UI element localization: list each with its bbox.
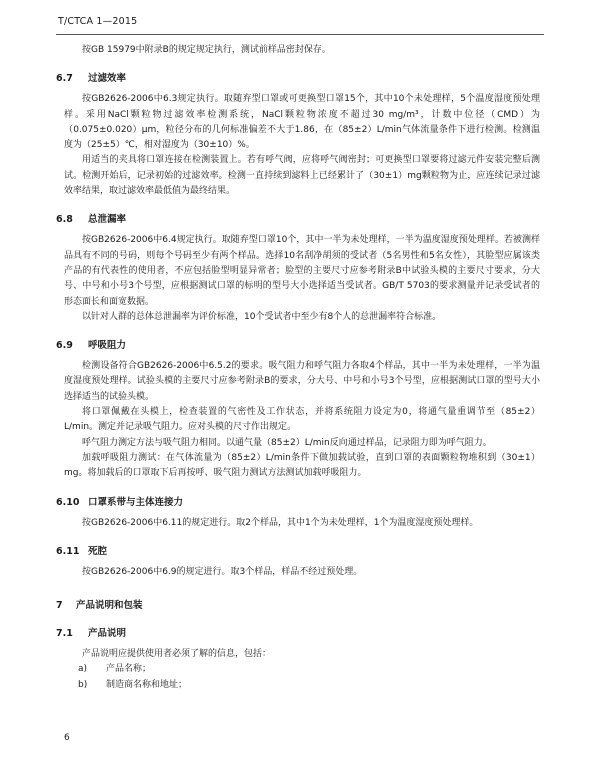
section-number: 6.7 [56, 73, 73, 85]
section-title: 总泄漏率 [88, 214, 127, 226]
chapter-number: 7 [56, 600, 63, 612]
section-number: 6.11 [56, 545, 80, 557]
paragraph: 按GB2626-2006中6.11的规定进行。取2个样品，其中1个为未处理样，1个为温度湿度预处理样。 [82, 517, 479, 528]
page-number: 6 [64, 733, 70, 743]
paragraph: 以针对人群的总体总泄漏率为评价标准，10个受试者中至少有8个人的总泄漏率符合标准。 [82, 311, 442, 322]
document-code: T/CTCA 1—2015 [58, 16, 138, 27]
list-item [78, 662, 540, 677]
section-heading [56, 495, 540, 510]
section-title: 死腔 [88, 545, 108, 557]
section-title: 口罩系带与主体连接力 [88, 496, 184, 508]
paragraph: 按GB2626-2006中6.9的规定进行。取3个样品，样品不经过预处理。 [82, 566, 363, 577]
list-marker: a) [78, 664, 88, 675]
chapter-heading [56, 598, 540, 613]
section-title: 过滤效率 [88, 73, 127, 85]
list-text: 产品名称； [106, 664, 152, 675]
chapter-title: 产品说明和包装 [76, 600, 143, 612]
section-heading [56, 71, 540, 86]
section-number: 7.1 [56, 628, 73, 640]
section-number: 6.8 [56, 214, 73, 226]
paragraph: 按GB 15979中附录B的规定规定执行，测试前样品密封保存。 [82, 45, 331, 55]
section-heading [56, 338, 540, 353]
paragraph: 呼气阻力测定方法与吸气阻力相同。以通气量（85±2）L/min反向通过样品，记录阻力即为呼气阻力。 [82, 437, 492, 448]
list-text: 制造商名称和地址； [106, 679, 188, 690]
list-item [78, 678, 540, 693]
section-heading [56, 626, 540, 641]
paragraph: 按GB2626-2006中6.4规定执行。取随弃型口罩10个，其中一半为未处理样，一半为温度湿度预处理样。若被测样品具有不同的号码，则每个号码至少有两个样品。选择10名刮净胡须的受试者（5名男性和5名女性），其脸型应属该类产品的有代表性的使用者，不应包括脸型明显异常者；脸型的主要尺寸应参考附录B中试验头模的主要尺寸要求，分大号、中号和小号3个号型，应根据测试口罩的标明的型号大小选择适当受试者。GB/T 5703的要求测量并记录受试者的形态面长和面宽数据。 [64, 235, 540, 307]
paragraph: 用适当的夹具将口罩连接在检测装置上。若有呼气阀，应将呼气阀密封；可更换型口罩要将过滤元件安装完整后测试。检测开始后，记录初始的过滤效率。检测一直持续到滤料上已经累计了（30±1）mg颗粒物为止，应连续记录过滤效率结果，取过滤效率最低值为最终结果。 [64, 155, 540, 197]
section-heading [56, 212, 540, 227]
header-rule [56, 34, 544, 35]
list-marker: b) [78, 679, 88, 690]
paragraph: 加载呼吸阻力测试：在气体流量为（85±2）L/min条件下做加载试验，直到口罩的表面颗粒物堆积到（30±1）mg。将加载后的口罩取下后再按呼、吸气阻力测试方法测试加载呼吸阻力。 [64, 452, 540, 479]
section-title: 产品说明 [88, 628, 127, 640]
paragraph: 产品说明应提供使用者必须了解的信息，包括： [82, 649, 272, 660]
section-number: 6.10 [56, 496, 80, 508]
paragraph: 将口罩佩戴在头模上，检查装置的气密性及工作状态，并将系统阻力设定为0，将通气量重调节至（85±2）L/min。测定并记录吸气阻力。应对头模的尺寸作出规定。 [64, 407, 540, 433]
paragraph: 按GB2626-2006中6.3规定执行。取随弃型口罩或可更换型口罩15个，其中10个未处理样，5个温度湿度预处理样。采用NaCl颗粒物过滤效率检测系统，NaCl颗粒物浓度不超过30 mg/m³，计数中位径（CMD）为（0.075±0.020）μm，粒径分布的几何标准偏差不大于1.86，在（85±2）L/min气体流量条件下进行检测。检测温度为（25±5）℃，相对湿度为（30±10）%。 [64, 94, 540, 151]
section-number: 6.9 [56, 340, 73, 352]
paragraph: 检测设备符合GB2626-2006中6.5.2的要求。吸气阻力和呼气阻力各取4个样品，其中一半为未处理样，一半为温度湿度预处理样。试验头模的主要尺寸应参考附录B的要求，分大号、中号和小号3个号型，应根据测试口罩的型号大小选择适当的试验头模。 [64, 361, 540, 402]
section-title: 呼吸阻力 [88, 340, 127, 352]
section-heading [56, 544, 540, 559]
document-body [56, 43, 540, 693]
